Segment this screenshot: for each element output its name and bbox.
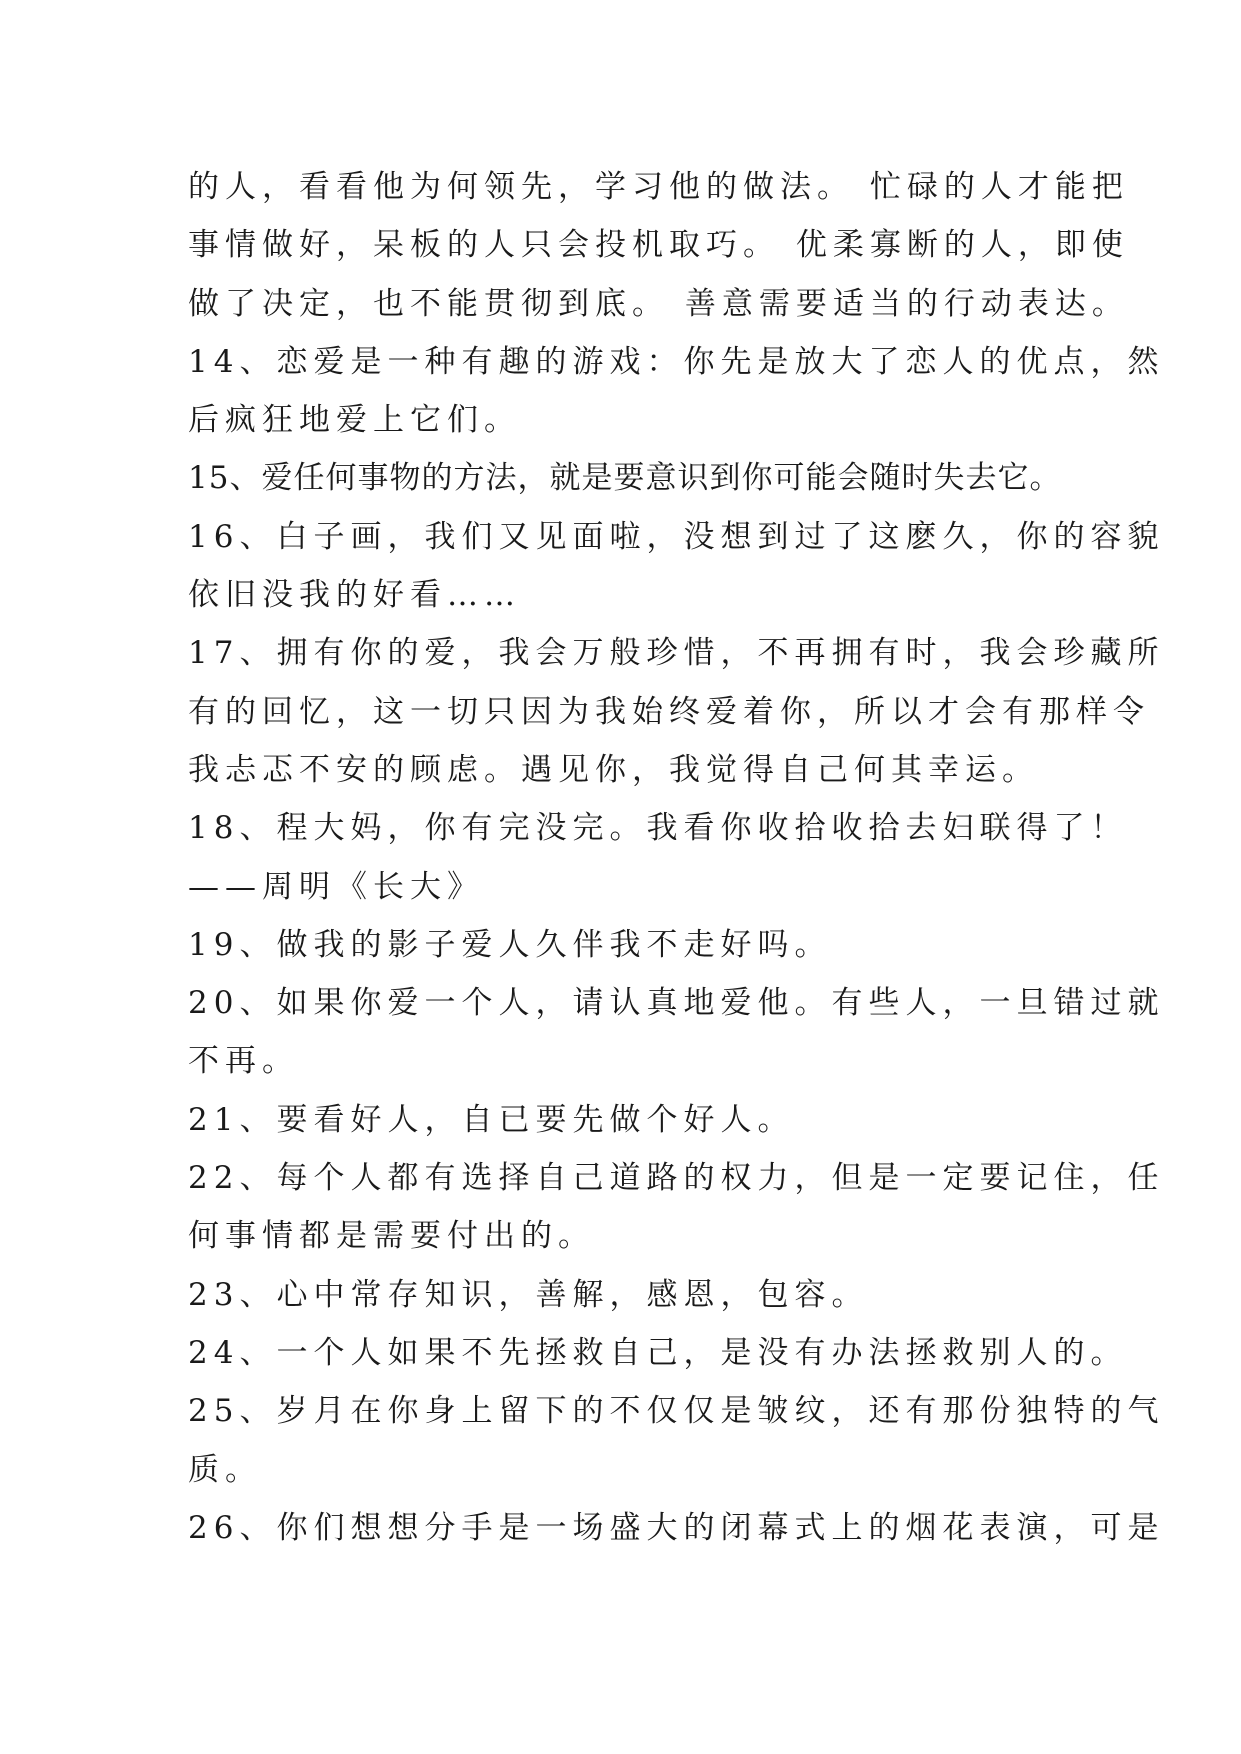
- text-line: 的人，看看他为何领先，学习他的做法。 忙碌的人才能把: [188, 169, 1129, 205]
- text-line: 15、爱任何事物的方法，就是要意识到你可能会随时失去它。: [188, 460, 1062, 497]
- text-line: 18、程大妈，你有完没完。我看你收拾收拾去妇联得了！: [188, 810, 1128, 847]
- text-line: 事情做好，呆板的人只会投机取巧。 优柔寡断的人，即使: [188, 227, 1129, 264]
- text-line: 25、岁月在你身上留下的不仅仅是皱纹，还有那份独特的气: [188, 1393, 1165, 1430]
- text-line: 20、如果你爱一个人，请认真地爱他。有些人，一旦错过就: [188, 985, 1165, 1022]
- text-line: 我忐忑不安的顾虑。遇见你，我觉得自己何其幸运。: [188, 751, 1039, 788]
- text-line: ——周明《长大》: [188, 868, 484, 905]
- text-line: 16、白子画，我们又见面啦，没想到过了这麽久，你的容貌: [188, 518, 1165, 555]
- text-line: 22、每个人都有选择自己道路的权力，但是一定要记住，任: [188, 1160, 1165, 1197]
- text-line: 19、做我的影子爱人久伴我不走好吗。: [188, 926, 832, 963]
- text-line: 14、恋爱是一种有趣的游戏：你先是放大了恋人的优点，然: [188, 343, 1165, 380]
- document-body: [188, 158, 1165, 1557]
- text-line: 不再。: [188, 1043, 299, 1080]
- text-line: 质。: [188, 1451, 262, 1488]
- text-line: 23、心中常存知识，善解，感恩，包容。: [188, 1276, 869, 1313]
- text-line: 依旧没我的好看……: [188, 577, 521, 614]
- text-line: 何事情都是需要付出的。: [188, 1218, 595, 1255]
- text-line: 17、拥有你的爱，我会万般珍惜，不再拥有时，我会珍藏所: [188, 635, 1165, 672]
- text-line: 21、要看好人，自已要先做个好人。: [188, 1101, 795, 1138]
- text-line: 26、你们想想分手是一场盛大的闭幕式上的烟花表演，可是: [188, 1509, 1165, 1546]
- text-line: 做了决定，也不能贯彻到底。 善意需要适当的行动表达。: [188, 285, 1129, 322]
- text-line: 24、一个人如果不先拯救自己，是没有办法拯救别人的。: [188, 1334, 1128, 1371]
- text-line: 有的回忆，这一切只因为我始终爱着你，所以才会有那样令: [188, 693, 1150, 730]
- text-line: 后疯狂地爱上它们。: [188, 402, 521, 439]
